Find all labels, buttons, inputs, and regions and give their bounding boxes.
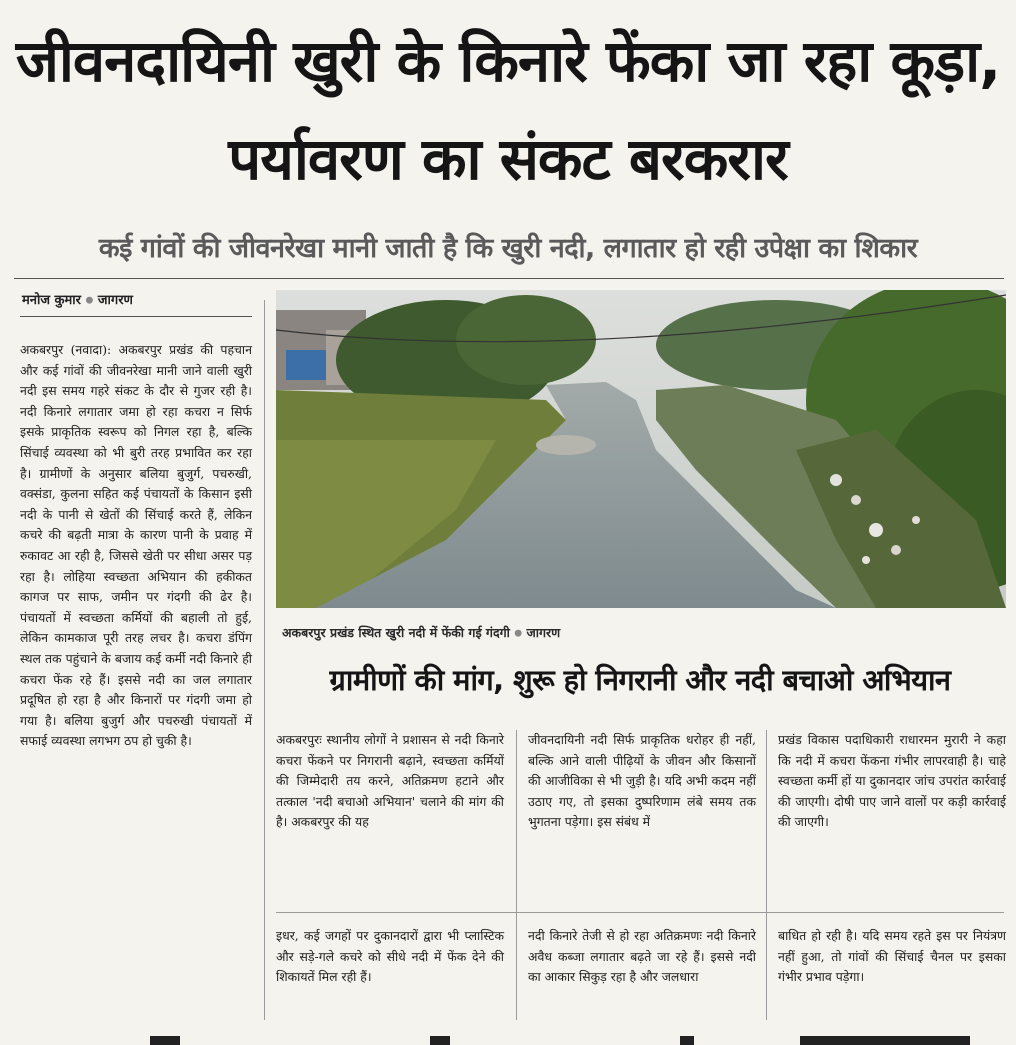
photo-caption-text: अकबरपुर प्रखंड स्थित खुरी नदी में फेंकी गई गंदगी xyxy=(282,625,510,640)
byline-author: मनोज कुमार xyxy=(22,293,81,308)
column-divider xyxy=(264,300,265,1020)
river-photo-image xyxy=(276,290,1006,608)
column-2-top: जीवनदायिनी नदी सिर्फ प्राकृतिक धरोहर ही नहीं, बल्कि आने वाली पीढ़ियों के जीवन और किसानों की आजीविका से भी जुड़ी है। यदि अभी कदम नहीं उठाए गए, तो इसका दुष्परिणाम लंबे समय तक भुगतना पड़ेगा। इस संबंध में xyxy=(528,732,756,830)
column-divider xyxy=(766,730,767,1020)
column-1-top: अकबरपुरः स्थानीय लोगों ने प्रशासन से नदी किनारे कचरा फेंकने पर निगरानी बढ़ाने, स्वच्छता कर्मियों की जिम्मेदारी तय करने, अतिक्रमण हटाने और तत्काल 'नदी बचाओ अभियान' चलाने की मांग की है। अकबरपुर की यह xyxy=(276,732,504,830)
section-divider xyxy=(276,912,1004,913)
column-divider xyxy=(516,730,517,1020)
bullet-icon: ● xyxy=(514,628,523,639)
river-photo xyxy=(276,290,1006,608)
headline: जीवनदायिनी खुरी के किनारे फेंका जा रहा कूड़ा, पर्यावरण का संकट बरकरार xyxy=(15,27,1001,193)
photo-credit: जागरण xyxy=(526,625,561,640)
byline-divider xyxy=(20,316,252,317)
column-3-top: प्रखंड विकास पदाधिकारी राधारमन मुरारी ने कहा कि नदी में कचरा फेंकना गंभीर लापरवाही है। चाहे स्वच्छता कर्मी हों या दुकानदार जांच उपरांत कार्रवाई की जाएगी। दोषी पाए जाने वालों पर कड़ी कार्रवाई की जाएगी। xyxy=(778,732,1006,830)
lead-text: अकबरपुर (नवादा): अकबरपुर प्रखंड की पहचान और कई गांवों की जीवनरेखा मानी जाने वाली खुरी नदी इस समय गहरे संकट के दौर से गुजर रही है। नदी किनारे लगातार जमा हो रहा कचरा न सिर्फ इसके प्राकृतिक स्वरूप को निगल रहा है, बल्कि सिंचाई व्यवस्था को भी बुरी तरह प्रभावित कर रहा है। ग्रामीणों के अनुसार बलिया बुजुर्ग, पचरुखी, वक्संडा, कुलना सहित कई पंचायतों के किसान इसी नदी के पानी से खेतों की सिंचाई करते हैं, लेकिन कचरे की बढ़ती मात्रा के कारण पानी के प्रवाह में रुकावट आ रही है, जिससे खेती पर सीधा असर पड़ रहा है। लोहिया स्वच्छता अभियान की हकीकत कागज पर साफ, जमीन पर गंदगी की ढेर है। पंचायतों में स्वच्छता कर्मियों की बहाली तो हुई, लेकिन कामकाज पूरी तरह लचर है। कचरा डंपिंग स्थल तक पहुंचाने के बजाय कई कर्मी नदी किनारे ही कचरा फेंक रहे हैं। इससे नदी का जल लगातार प्रदूषित हो रहा है और किनारों पर गंदगी जमा हो गया है। बलिया बुजुर्ग और पचरुखी पंचायतों में सफाई व्यवस्था लगभग ठप हो चुकी है। xyxy=(20,342,252,749)
secondary-headline: ग्रामीणों की मांग, शुरू हो निगरानी और नदी बचाओ अभियान xyxy=(329,663,951,697)
byline-source: जागरण xyxy=(97,293,133,308)
column-1-bottom: इधर, कई जगहों पर दुकानदारों द्वारा भी प्लास्टिक और सड़े-गले कचरे को सीधे नदी में फेंक देने की शिकायतें मिल रही हैं। xyxy=(276,928,504,985)
bullet-icon: ● xyxy=(85,295,94,306)
next-article-fragment xyxy=(0,1030,1016,1045)
column-2-bottom: नदी किनारे तेजी से हो रहा अतिक्रमणः नदी किनारे अवैध कब्जा लगातार बढ़ते जा रहे हैं। इससे नदी का आकार सिकुड़ रहा है और जलधारा xyxy=(528,928,756,985)
photo-caption xyxy=(282,624,560,641)
divider xyxy=(14,278,1004,279)
byline xyxy=(22,290,133,308)
column-3-bottom: बाधित हो रही है। यदि समय रहते इस पर नियंत्रण नहीं हुआ, तो गांवों की सिंचाई चैनल पर इसका गंभीर प्रभाव पड़ेगा। xyxy=(778,928,1006,985)
subheadline: कई गांवों की जीवनरेखा मानी जाती है कि खुरी नदी, लगातार हो रही उपेक्षा का शिकार xyxy=(98,233,918,264)
